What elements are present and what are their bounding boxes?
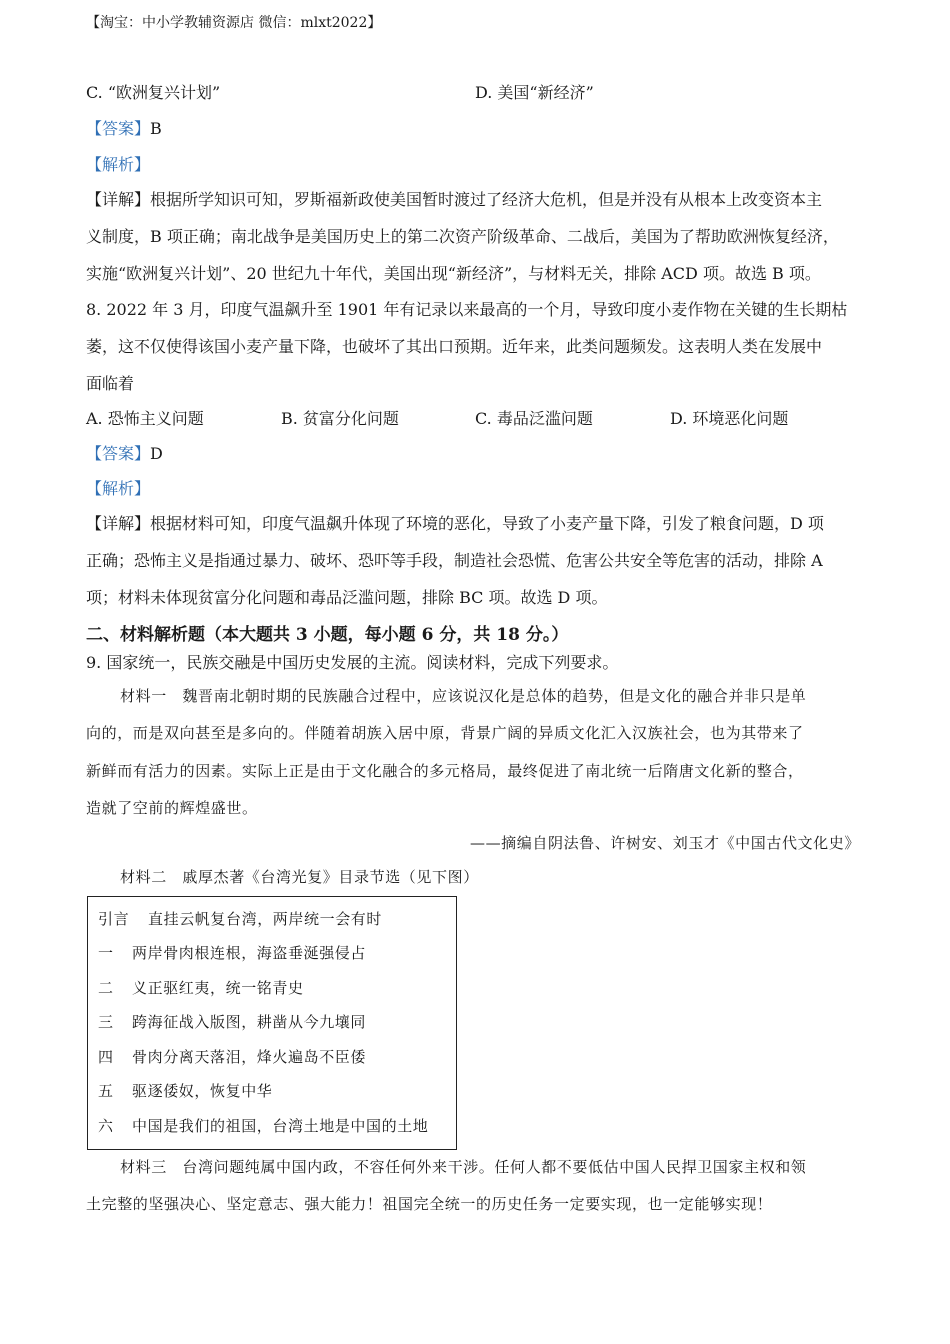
- toc-title: 驱逐倭奴，恢复中华: [132, 1082, 273, 1100]
- toc-row: [98, 942, 366, 963]
- toc-num: 六: [98, 1117, 114, 1135]
- toc-title: 中国是我们的祖国，台湾土地是中国的土地: [132, 1117, 429, 1135]
- toc-title: 骨肉分离天落泪，烽火遍岛不臣倭: [132, 1048, 367, 1066]
- toc-row: [98, 1046, 366, 1067]
- q8-stem-line: 萎，这不仅使得该国小麦产量下降，也破坏了其出口预期。近年来，此类问题频发。这表明人类在发展中: [86, 337, 823, 356]
- q8-analysis-tag: 【解析】: [86, 479, 151, 498]
- toc-title: 跨海征战入版图，耕凿从今九壤同: [132, 1013, 367, 1031]
- material1-source: ——摘编自阴法鲁、许树安、刘玉才《中国古代文化史》: [469, 834, 860, 852]
- toc-row: [98, 908, 382, 929]
- toc-row: [98, 1011, 366, 1032]
- material2-intro: 材料二 戚厚杰著《台湾光复》目录节选（见下图）: [120, 868, 479, 886]
- q8-stem-line: 8. 2022 年 3 月，印度气温飙升至 1901 年有记录以来最高的一个月，导致印度小麦作物在关键的生长期枯: [86, 300, 848, 319]
- toc-row: [98, 1080, 272, 1101]
- answer-tag: 【答案】: [86, 119, 151, 138]
- page-header: 【淘宝：中小学教辅资源店 微信：mlxt2022】: [86, 15, 382, 31]
- q8-detail-line: 【详解】根据材料可知，印度气温飙升体现了环境的恶化，导致了小麦产量下降，引发了粮食问题，D 项: [86, 514, 824, 533]
- q8-answer: [86, 441, 163, 464]
- material1-line: 材料一 魏晋南北朝时期的民族融合过程中，应该说汉化是总体的趋势，但是文化的融合并非只是单: [120, 687, 807, 705]
- q7-detail-line: 【详解】根据所学知识可知，罗斯福新政使美国暂时渡过了经济大危机，但是并没有从根本上改变资本主: [86, 190, 823, 209]
- q7-analysis-tag: 【解析】: [86, 155, 151, 174]
- q8-stem-line: 面临着: [86, 374, 135, 393]
- q8-option-c: C. 毒品泛滥问题: [475, 409, 593, 428]
- answer-value: B: [150, 119, 162, 138]
- toc-num: 一: [98, 944, 114, 962]
- q7-option-c: C. “欧洲复兴计划”: [86, 83, 221, 102]
- toc-box: [87, 896, 457, 1150]
- toc-num: 五: [98, 1082, 114, 1100]
- q8-detail-line: 正确；恐怖主义是指通过暴力、破坏、恐吓等手段，制造社会恐慌、危害公共安全等危害的活动，排除 A: [86, 551, 823, 570]
- material1-line: 造就了空前的辉煌盛世。: [86, 799, 258, 817]
- material1-line: 向的，而是双向甚至是多向的。伴随着胡族入居中原，背景广阔的异质文化汇入汉族社会，也为其带来了: [86, 724, 804, 742]
- q8-option-a: A. 恐怖主义问题: [86, 409, 204, 428]
- answer-tag: 【答案】: [86, 444, 151, 463]
- toc-title: 直挂云帆复台湾，两岸统一会有时: [148, 910, 383, 928]
- q8-option-d: D. 环境恶化问题: [670, 409, 789, 428]
- toc-num: 二: [98, 979, 114, 997]
- material3-line: 材料三 台湾问题纯属中国内政，不容任何外来干涉。任何人都不要低估中国人民捍卫国家主权和领: [120, 1158, 807, 1176]
- toc-row: [98, 1115, 428, 1136]
- q9-stem: 9. 国家统一，民族交融是中国历史发展的主流。阅读材料，完成下列要求。: [86, 653, 619, 672]
- q7-detail-line: 实施“欧洲复兴计划”、20 世纪九十年代，美国出现“新经济”，与材料无关，排除 ACD 项。故选 B 项。: [86, 264, 821, 283]
- toc-num: 引言: [98, 910, 130, 928]
- answer-value: D: [150, 444, 163, 463]
- material3-line: 土完整的坚强决心、坚定意志、强大能力！祖国完全统一的历史任务一定要实现，也一定能够实现！: [86, 1195, 773, 1213]
- material1-line: 新鲜而有活力的因素。实际上正是由于文化融合的多元格局，最终促进了南北统一后隋唐文化新的整合，: [86, 762, 804, 780]
- q7-detail-line: 义制度，B 项正确；南北战争是美国历史上的第二次资产阶级革命、二战后，美国为了帮助欧洲恢复经济，: [86, 227, 839, 246]
- q7-option-d: D. 美国“新经济”: [475, 83, 594, 102]
- toc-title: 义正驱红夷，统一铭青史: [132, 979, 304, 997]
- section-title: 二、材料解析题（本大题共 3 小题，每小题 6 分，共 18 分。）: [86, 625, 569, 645]
- q7-answer: [86, 116, 162, 139]
- toc-num: 四: [98, 1048, 114, 1066]
- q8-option-b: B. 贫富分化问题: [281, 409, 399, 428]
- q8-detail-line: 项；材料未体现贫富分化问题和毒品泛滥问题，排除 BC 项。故选 D 项。: [86, 588, 608, 607]
- toc-row: [98, 977, 304, 998]
- toc-num: 三: [98, 1013, 114, 1031]
- toc-title: 两岸骨肉根连根，海盗垂涎强侵占: [132, 944, 367, 962]
